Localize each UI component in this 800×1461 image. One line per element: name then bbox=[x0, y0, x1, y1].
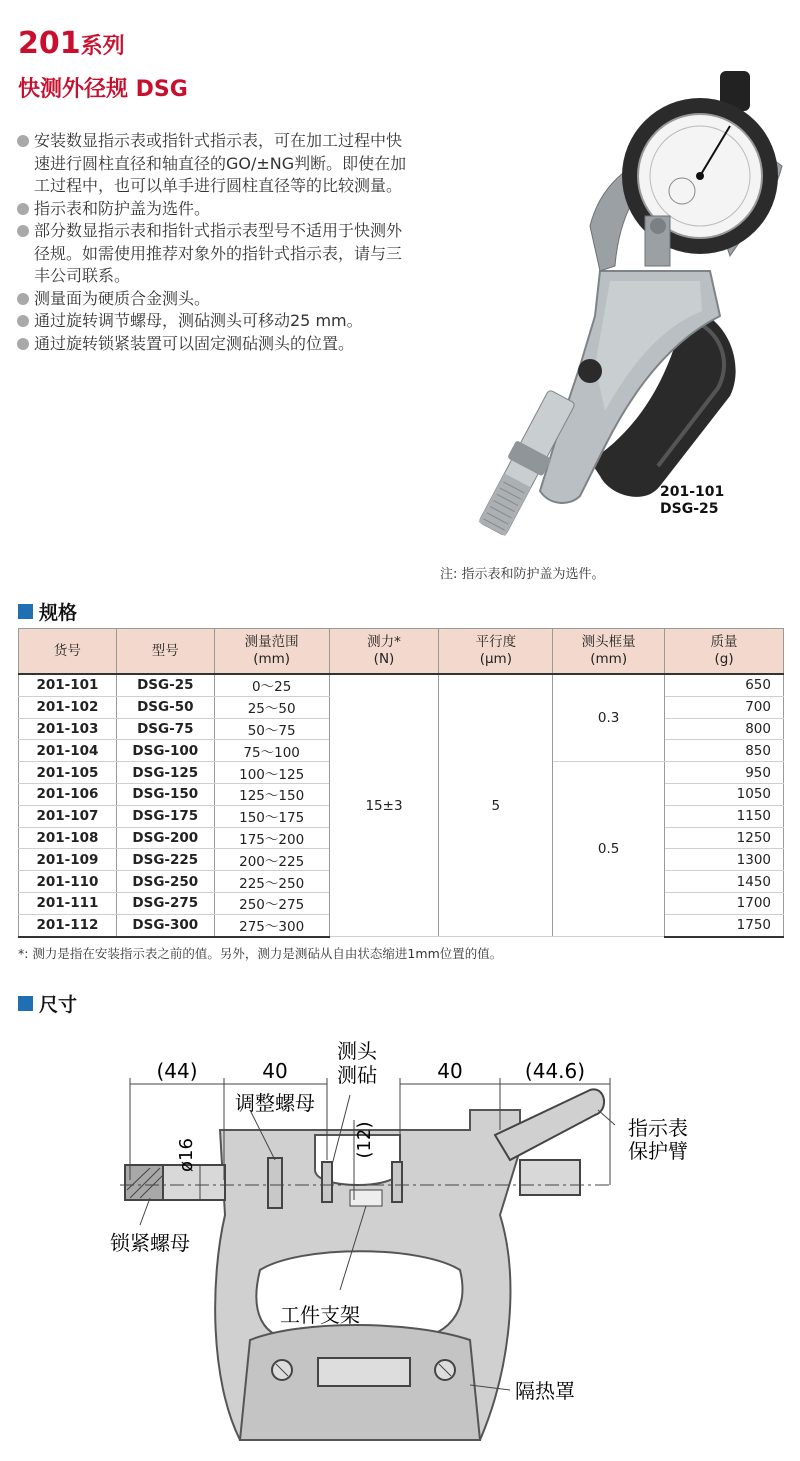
col-parallel: 平行度 (μm) bbox=[439, 629, 553, 675]
cell-code: 201-106 bbox=[19, 783, 117, 805]
cell-code: 201-104 bbox=[19, 740, 117, 762]
feature-list bbox=[16, 130, 411, 355]
feature-item: 部分数显指示表和指针式指示表型号不适用于快测外径规。如需使用推荐对象外的指针式指示表，请与三丰公司联系。 bbox=[16, 220, 411, 288]
cell-range: 125～150 bbox=[214, 783, 329, 805]
spec-table bbox=[18, 628, 784, 938]
col-frame: 测头框量 (mm) bbox=[553, 629, 665, 675]
section-marker-icon bbox=[18, 604, 33, 619]
label-guard-1: 指示表 bbox=[628, 1116, 688, 1140]
col-force: 测力* (N) bbox=[329, 629, 439, 675]
spec-footnote: *: 测力是指在安装指示表之前的值。另外，测力是测砧从自由状态缩进1mm位置的值。 bbox=[18, 946, 503, 961]
cell-mass: 1300 bbox=[665, 849, 784, 871]
cell-range: 175～200 bbox=[214, 827, 329, 849]
cell-range: 100～125 bbox=[214, 762, 329, 784]
photo-model-name: DSG-25 bbox=[660, 501, 719, 517]
feature-item: 安装数显指示表或指针式指示表，可在加工过程中快速进行圆柱直径和轴直径的GO/±NG判断。即使在加工过程中，也可以单手进行圆柱直径等的比较测量。 bbox=[16, 130, 411, 198]
feature-item: 测量面为硬质合金测头。 bbox=[16, 288, 411, 311]
cell-model: DSG-125 bbox=[116, 762, 214, 784]
dim-label-44-6: (44.6) bbox=[524, 1059, 586, 1083]
cell-model: DSG-275 bbox=[116, 892, 214, 914]
cell-mass: 1050 bbox=[665, 783, 784, 805]
cell-range: 250～275 bbox=[214, 892, 329, 914]
cell-model: DSG-75 bbox=[116, 718, 214, 740]
label-adjust-nut: 调整螺母 bbox=[235, 1091, 315, 1115]
spec-title-text: 规格 bbox=[39, 602, 78, 624]
dim-label-40-left: 40 bbox=[262, 1059, 288, 1083]
cell-force: 15±3 bbox=[329, 674, 439, 937]
product-subtitle: 快测外径规 DSG bbox=[18, 77, 188, 102]
label-work-support: 工件支架 bbox=[280, 1303, 360, 1327]
cell-mass: 1700 bbox=[665, 892, 784, 914]
feature-item: 指示表和防护盖为选件。 bbox=[16, 198, 411, 221]
table-header-row bbox=[19, 629, 784, 675]
cell-model: DSG-50 bbox=[116, 696, 214, 718]
cell-code: 201-110 bbox=[19, 871, 117, 893]
cell-model: DSG-250 bbox=[116, 871, 214, 893]
feature-item: 通过旋转锁紧装置可以固定测砧测头的位置。 bbox=[16, 333, 411, 356]
dimension-section-title bbox=[18, 990, 77, 1017]
cell-range: 50～75 bbox=[214, 718, 329, 740]
dimension-drawing bbox=[100, 1040, 710, 1460]
cell-model: DSG-175 bbox=[116, 805, 214, 827]
cell-range: 75～100 bbox=[214, 740, 329, 762]
cell-mass: 1450 bbox=[665, 871, 784, 893]
cell-mass: 850 bbox=[665, 740, 784, 762]
cell-code: 201-112 bbox=[19, 914, 117, 936]
section-marker-icon bbox=[18, 996, 33, 1011]
cell-code: 201-105 bbox=[19, 762, 117, 784]
cell-frame: 0.5 bbox=[553, 762, 665, 937]
cell-mass: 1250 bbox=[665, 827, 784, 849]
label-head-2: 测砧 bbox=[337, 1063, 377, 1087]
cell-model: DSG-150 bbox=[116, 783, 214, 805]
label-lock-nut: 锁紧螺母 bbox=[110, 1231, 190, 1255]
product-photo bbox=[430, 66, 800, 556]
dim-label-12: (12) bbox=[354, 1121, 375, 1159]
label-head-1: 测头 bbox=[337, 1040, 377, 1063]
cell-model: DSG-100 bbox=[116, 740, 214, 762]
cell-model: DSG-25 bbox=[116, 674, 214, 696]
cell-range: 200～225 bbox=[214, 849, 329, 871]
cell-range: 225～250 bbox=[214, 871, 329, 893]
cell-code: 201-111 bbox=[19, 892, 117, 914]
cell-range: 150～175 bbox=[214, 805, 329, 827]
dim-label-dia-16: ø16 bbox=[176, 1138, 197, 1172]
cell-code: 201-102 bbox=[19, 696, 117, 718]
table-row bbox=[19, 674, 784, 696]
cell-model: DSG-225 bbox=[116, 849, 214, 871]
dim-label-44: (44) bbox=[156, 1059, 198, 1083]
cell-mass: 1150 bbox=[665, 805, 784, 827]
dimension-title-text: 尺寸 bbox=[39, 994, 78, 1016]
series-suffix: 系列 bbox=[80, 34, 125, 59]
cell-range: 275～300 bbox=[214, 914, 329, 936]
cell-code: 201-108 bbox=[19, 827, 117, 849]
photo-model-code: 201-101 bbox=[660, 484, 725, 500]
cell-mass: 1750 bbox=[665, 914, 784, 936]
photo-caption bbox=[660, 484, 724, 518]
col-range: 测量范围 (mm) bbox=[214, 629, 329, 675]
cell-range: 0～25 bbox=[214, 674, 329, 696]
cell-code: 201-103 bbox=[19, 718, 117, 740]
col-code: 货号 bbox=[19, 629, 117, 675]
photo-note: 注: 指示表和防护盖为选件。 bbox=[440, 567, 605, 582]
cell-mass: 800 bbox=[665, 718, 784, 740]
col-mass: 质量 (g) bbox=[665, 629, 784, 675]
cell-model: DSG-300 bbox=[116, 914, 214, 936]
cell-mass: 700 bbox=[665, 696, 784, 718]
cell-parallel: 5 bbox=[439, 674, 553, 937]
dim-label-40-right: 40 bbox=[437, 1059, 463, 1083]
feature-item: 通过旋转调节螺母，测砧测头可移动25 mm。 bbox=[16, 310, 411, 333]
cell-code: 201-109 bbox=[19, 849, 117, 871]
series-number: 201 bbox=[18, 26, 81, 61]
col-model: 型号 bbox=[116, 629, 214, 675]
cell-mass: 650 bbox=[665, 674, 784, 696]
cell-code: 201-107 bbox=[19, 805, 117, 827]
cell-model: DSG-200 bbox=[116, 827, 214, 849]
label-guard-2: 保护臂 bbox=[628, 1139, 688, 1163]
series-title bbox=[18, 26, 125, 61]
cell-frame: 0.3 bbox=[553, 674, 665, 762]
spec-section-title bbox=[18, 598, 77, 625]
cell-range: 25～50 bbox=[214, 696, 329, 718]
cell-code: 201-101 bbox=[19, 674, 117, 696]
label-heat-shield: 隔热罩 bbox=[515, 1379, 575, 1403]
cell-mass: 950 bbox=[665, 762, 784, 784]
